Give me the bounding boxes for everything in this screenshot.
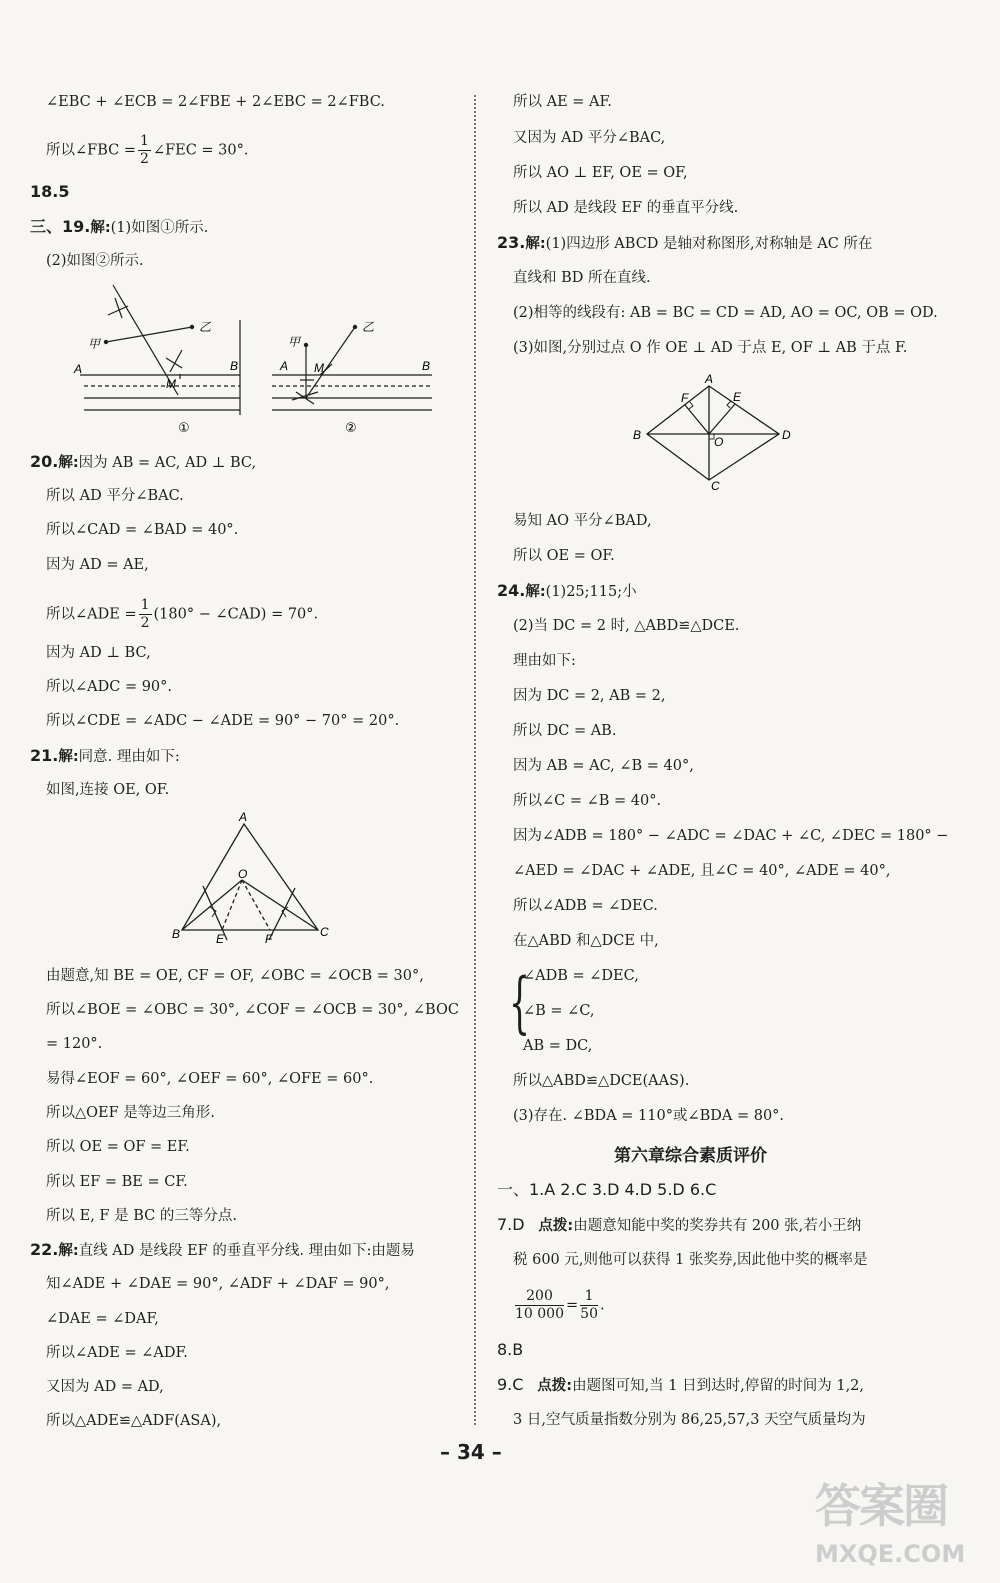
text-line: 22.解:直线 AD 是线段 EF 的垂直平分线. 理由如下:由题易 xyxy=(30,1240,415,1259)
figure-21-triangle xyxy=(170,812,350,950)
text-line: 知∠ADE + ∠DAE = 90°, ∠ADF + ∠DAF = 90°, xyxy=(46,1276,390,1292)
text-line: 因为 AB = AC, ∠B = 40°, xyxy=(513,758,694,774)
label-yi: 乙 xyxy=(199,320,212,334)
text-line: ∠B = ∠C, xyxy=(523,1003,595,1019)
label-a-2: A xyxy=(280,359,289,373)
figure-1 xyxy=(80,285,240,415)
text-line: AB = DC, xyxy=(523,1038,593,1054)
point-yi xyxy=(190,325,194,329)
text-line: ∠EBC + ∠ECB = 2∠FBE + 2∠EBC = 2∠FBC. xyxy=(46,94,385,110)
label-o: O xyxy=(714,435,724,449)
label-a: A xyxy=(705,372,714,386)
question-number: 18.5 xyxy=(30,182,70,201)
label-b: B xyxy=(633,428,642,442)
text-line: 易知 AO 平分∠BAD, xyxy=(513,513,652,529)
text-line: ∠DAE = ∠DAF, xyxy=(46,1311,159,1327)
text-line: 所以∠ADE = $\frac{1}{2}$ (180° − ∠CAD) = 70°. xyxy=(46,597,319,631)
text-line: ∠AED = ∠DAC + ∠ADE, 且∠C = 40°, ∠ADE = 40°, xyxy=(513,863,891,879)
label-m-2: M xyxy=(314,361,324,375)
page-number: – 34 – xyxy=(440,1440,502,1464)
text-line: 所以∠ADE = ∠ADF. xyxy=(46,1345,188,1361)
label-b: B xyxy=(172,927,181,941)
text-line: 所以∠FBC = $\frac{1}{2}$ ∠FEC = 30°. xyxy=(46,133,249,167)
text-line: 7.D 点拨:由题意知能中奖的奖券共有 200 张,若小王纳 xyxy=(497,1215,862,1234)
text-line: 所以∠C = ∠B = 40°. xyxy=(513,793,662,809)
text-line: 因为∠ADB = 180° − ∠ADC = ∠DAC + ∠C, ∠DEC = 180° − xyxy=(513,828,949,844)
point-jia-2 xyxy=(304,343,308,347)
label-jia: 甲 xyxy=(88,337,101,351)
chapter-heading: 第六章综合素质评价 xyxy=(614,1146,767,1166)
text-line: ∠ADB = ∠DEC, xyxy=(523,968,639,984)
label-a: A xyxy=(239,812,248,824)
text-line: = 120°. xyxy=(46,1036,103,1052)
text-line: 又因为 AD = AD, xyxy=(46,1379,164,1395)
text-line: (2)当 DC = 2 时, △ABD≌△DCE. xyxy=(513,618,740,634)
text-line: 所以 E, F 是 BC 的三等分点. xyxy=(46,1208,237,1224)
text-line: 24.解:(1)25;115;小 xyxy=(497,581,637,600)
label-a: A xyxy=(74,362,83,376)
label-f: F xyxy=(265,932,273,946)
text-line: 所以∠ADB = ∠DEC. xyxy=(513,898,658,914)
text-line: (3)存在. ∠BDA = 110°或∠BDA = 80°. xyxy=(513,1108,785,1124)
text-line: 所以 AD 平分∠BAC. xyxy=(46,488,184,504)
text-line: 又因为 AD 平分∠BAC, xyxy=(513,130,666,146)
text-line: 所以 OE = OF. xyxy=(513,548,615,564)
text-line: 所以 AD 是线段 EF 的垂直平分线. xyxy=(513,200,739,216)
fraction: $\frac{1}{2}$ xyxy=(140,597,150,631)
text-line: 直线和 BD 所在直线. xyxy=(513,270,651,286)
fraction: $\frac{200}{10 000}$ xyxy=(515,1288,564,1322)
text-line: 所以∠CAD = ∠BAD = 40°. xyxy=(46,522,239,538)
answers-line: 一、1.A 2.C 3.D 4.D 5.D 6.C xyxy=(497,1180,717,1199)
text-line: 9.C 点拨:由题图可知,当 1 日到达时,停留的时间为 1,2, xyxy=(497,1375,865,1394)
label-c: C xyxy=(711,479,720,490)
text-line: 因为 AD ⊥ BC, xyxy=(46,645,151,661)
label-e: E xyxy=(216,932,225,946)
text-line: (3)如图,分别过点 O 作 OE ⊥ AD 于点 E, OF ⊥ AB 于点 F. xyxy=(513,340,908,356)
text-line: 所以 DC = AB. xyxy=(513,723,617,739)
fraction: $\frac{1}{50}$ xyxy=(580,1288,598,1322)
text-line: 税 600 元,则他可以获得 1 张奖券,因此他中奖的概率是 xyxy=(513,1252,868,1268)
fraction: $\frac{1}{2}$ xyxy=(140,133,149,167)
label-b-2: B xyxy=(422,359,431,373)
text-line: 所以∠ADC = 90°. xyxy=(46,679,173,695)
text-line: (2)相等的线段有: AB = BC = CD = AD, AO = OC, OB = OD. xyxy=(513,305,938,321)
text-line: 所以△OEF 是等边三角形. xyxy=(46,1105,215,1121)
label-b: B xyxy=(230,359,239,373)
text-line: 如图,连接 OE, OF. xyxy=(46,782,170,798)
text-line: 所以 EF = BE = CF. xyxy=(46,1174,188,1190)
text-line: 易得∠EOF = 60°, ∠OEF = 60°, ∠OFE = 60°. xyxy=(46,1071,374,1087)
figure-19-constructions xyxy=(70,280,450,442)
label-o: O xyxy=(238,867,248,881)
text-line: 在△ABD 和△DCE 中, xyxy=(513,933,659,949)
figure-23-rhombus xyxy=(627,372,807,490)
watermark-logo: 答案圈 xyxy=(815,1479,947,1533)
text-line: 所以△ABD≌△DCE(AAS). xyxy=(513,1073,690,1089)
point-yi-2 xyxy=(353,325,357,329)
text-line: 所以△ADE≌△ADF(ASA), xyxy=(46,1413,222,1429)
label-jia-2: 甲 xyxy=(288,335,301,349)
text-line: 所以∠BOE = ∠OBC = 30°, ∠COF = ∠OCB = 30°, ∠BOC xyxy=(46,1002,459,1018)
label-figure-1: ① xyxy=(178,420,190,435)
text-line: 20.解:因为 AB = AC, AD ⊥ BC, xyxy=(30,452,257,471)
label-d: D xyxy=(782,428,791,442)
text-line: 8.B xyxy=(497,1340,524,1359)
brace: { xyxy=(509,964,530,1041)
label-c: C xyxy=(320,925,329,939)
text-line: 所以 OE = OF = EF. xyxy=(46,1139,190,1155)
label-figure-2: ② xyxy=(345,420,357,435)
text-line: (2)如图②所示. xyxy=(46,253,144,269)
text-line: $\frac{200}{10 000}$ = $\frac{1}{50}$ . xyxy=(515,1288,605,1322)
label-f: F xyxy=(681,391,689,405)
label-m: M xyxy=(166,377,176,391)
label-yi-2: 乙 xyxy=(362,320,375,334)
text-line: 3 日,空气质量指数分别为 86,25,57,3 天空气质量均为 xyxy=(513,1412,866,1428)
text-line: 23.解:(1)四边形 ABCD 是轴对称图形,对称轴是 AC 所在 xyxy=(497,233,873,252)
text-line: 所以∠CDE = ∠ADC − ∠ADE = 90° − 70° = 20°. xyxy=(46,713,400,729)
watermark xyxy=(815,1470,985,1578)
text-line: 所以 AE = AF. xyxy=(513,94,612,110)
text-line: 三、19.解:(1)如图①所示. xyxy=(30,217,209,236)
text-line: 因为 AD = AE, xyxy=(46,557,149,573)
text-line: 21.解:同意. 理由如下: xyxy=(30,746,180,765)
text-line: 所以 AO ⊥ EF, OE = OF, xyxy=(513,165,688,181)
point-jia xyxy=(104,340,108,344)
label-e: E xyxy=(733,390,742,404)
text-line: 因为 DC = 2, AB = 2, xyxy=(513,688,666,704)
text-line: 由题意,知 BE = OE, CF = OF, ∠OBC = ∠OCB = 30°, xyxy=(46,968,424,984)
column-divider xyxy=(474,95,476,1425)
watermark-url: MXQE.COM xyxy=(815,1540,966,1568)
text-line: 理由如下: xyxy=(513,653,576,669)
